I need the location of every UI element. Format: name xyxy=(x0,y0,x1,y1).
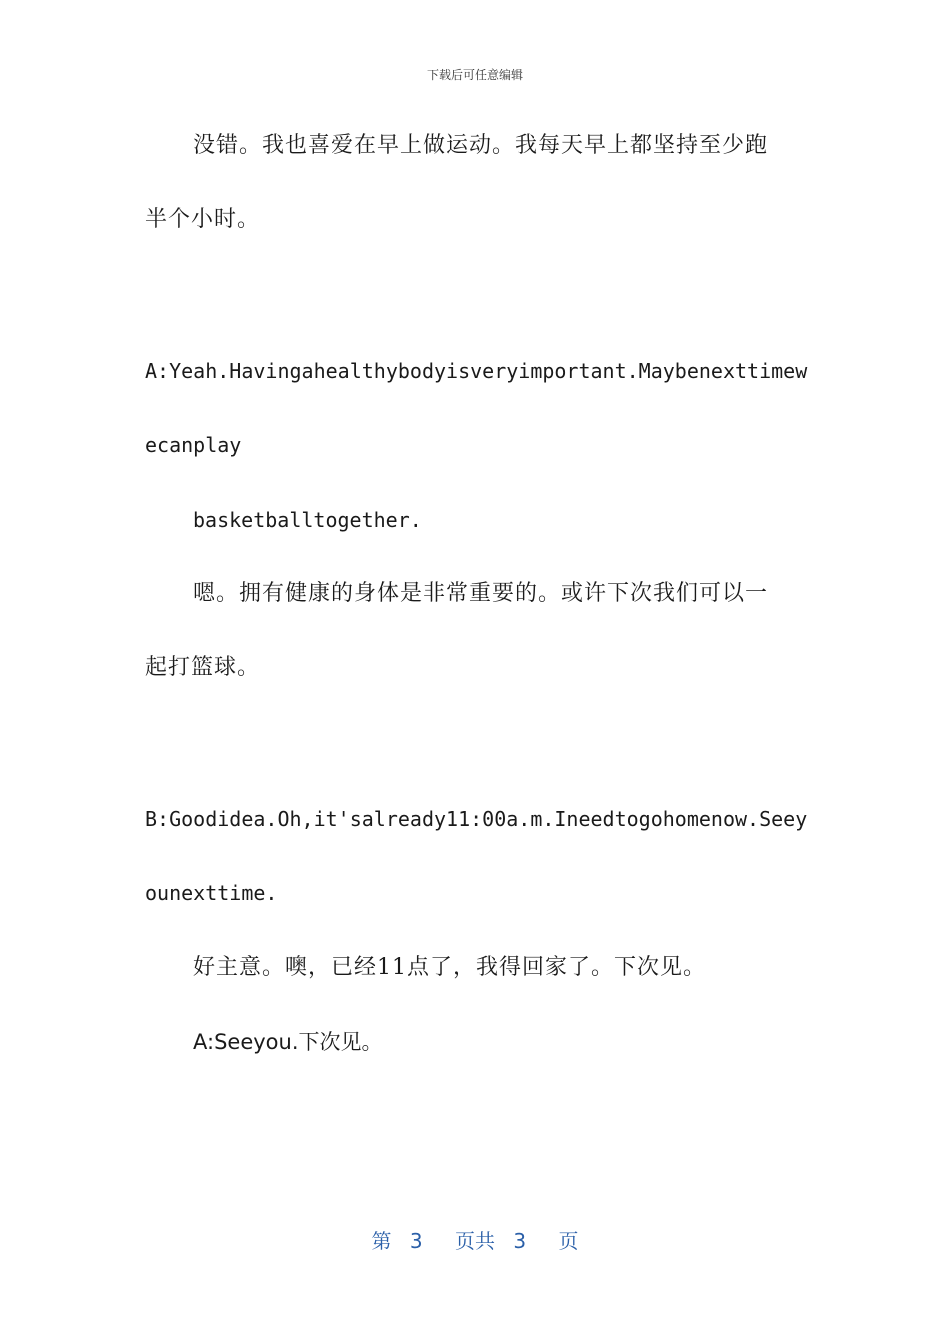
dialogue-line-a: ecanplay xyxy=(145,433,242,457)
page-header-note: 下载后可任意编辑 xyxy=(426,68,523,82)
footer-current-page: 3 xyxy=(409,1229,423,1253)
page-footer xyxy=(0,1225,950,1254)
dialogue-line-a: A:Yeah.Havingahealthybodyisveryimportant.Maybenexttimew xyxy=(145,359,808,383)
translation-line: 起打篮球。 xyxy=(145,655,261,680)
paragraph-line: 半个小时。 xyxy=(145,207,261,232)
dialogue-line-b: B:Goodidea.Oh,it'salready11:00a.m.Ineedtogohomenow.Seey xyxy=(145,807,808,831)
dialogue-line-a: A:Seeyou.下次见。 xyxy=(193,1030,383,1054)
footer-total-pages: 3 xyxy=(513,1229,527,1253)
translation-line: 好主意。噢，已经11点了，我得回家了。下次见。 xyxy=(193,955,706,980)
paragraph-line: 没错。我也喜爱在早上做运动。我每天早上都坚持至少跑 xyxy=(193,133,769,158)
footer-middle: 页共 xyxy=(455,1229,495,1253)
dialogue-line-a: basketballtogether. xyxy=(193,508,422,532)
footer-prefix: 第 xyxy=(371,1229,392,1253)
translation-line: 嗯。拥有健康的身体是非常重要的。或许下次我们可以一 xyxy=(193,581,769,606)
footer-suffix: 页 xyxy=(558,1229,579,1253)
dialogue-line-b: ounexttime. xyxy=(145,881,278,905)
